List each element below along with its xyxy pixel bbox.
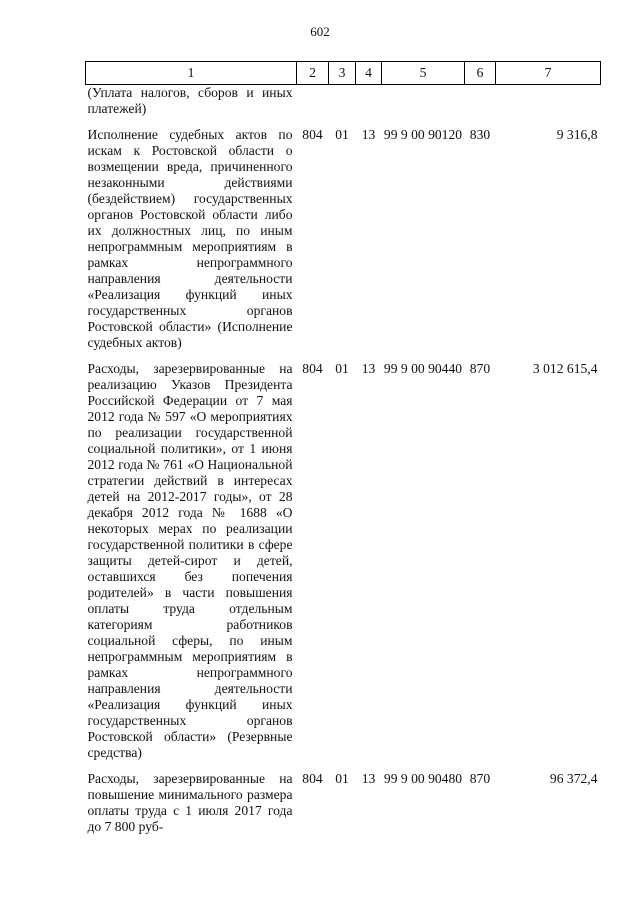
row-ved-code: 804 (302, 127, 323, 142)
column-header-3: 3 (329, 62, 356, 85)
row-expense-type-code: 870 (469, 771, 491, 786)
row-section-code: 01 (335, 771, 349, 786)
table-row (86, 117, 601, 351)
column-header-5: 5 (382, 62, 465, 85)
row-section-code: 01 (335, 361, 349, 376)
row-amount: 96 372,4 (549, 771, 598, 786)
row-expense-type-code (465, 85, 496, 118)
row-description: Расходы, зарезервированные на повышение минимального размера оплаты труда с 1 июля 2017 года до 7 800 руб- (87, 771, 293, 834)
row-amount: 3 012 615,4 (532, 361, 598, 376)
row-description: (Уплата налогов, сборов и иных платежей) (87, 85, 293, 116)
row-subsection-code (356, 85, 382, 118)
column-header-6: 6 (465, 62, 496, 85)
row-description: Исполнение судебных актов по искам к Ростовской области о возмещении вреда, причиненного незаконными действиями (бездействием) государственных органов Ростовской области либо их должностных лиц, по иным непрограммным мероприятиям в рамках непрограммного направления деятельности «Реализация функций иных государственных органов Ростовской области» (Исполнение судебных актов) (87, 127, 293, 350)
table-row (86, 85, 601, 118)
column-header-2: 2 (297, 62, 329, 85)
table-row (86, 761, 601, 835)
row-ved-code: 804 (302, 771, 323, 786)
row-ved-code (297, 85, 329, 118)
column-header-7: 7 (496, 62, 601, 85)
row-target-code (382, 85, 465, 118)
row-section-code (329, 85, 356, 118)
row-expense-type-code: 870 (469, 361, 491, 376)
column-header-4: 4 (356, 62, 382, 85)
row-amount: 9 316,8 (556, 127, 598, 142)
table-row (86, 351, 601, 761)
row-amount (496, 85, 601, 118)
header-row (86, 62, 601, 85)
row-target-code: 99 9 00 90440 (383, 361, 463, 376)
row-ved-code: 804 (302, 361, 323, 376)
row-target-code: 99 9 00 90120 (383, 127, 463, 142)
column-header-1: 1 (86, 62, 297, 85)
budget-table (85, 61, 601, 835)
row-subsection-code: 13 (361, 361, 376, 376)
row-target-code: 99 9 00 90480 (383, 771, 463, 786)
row-subsection-code: 13 (361, 771, 376, 786)
page-number: 602 (310, 24, 330, 39)
row-description: Расходы, зарезервированные на реализацию Указов Президента Российской Федерации от 7 мая 2012 года № 597 «О мероприятиях по реализации государственной социальной политики», от 1 июня 2012 года № 761 «О Национальной стратегии действий в интересах детей на 2012-2017 годы», от 28 декабря 2012 года № 1688 «О некоторых мерах по реализации государственной политики в сфере защиты детей-сирот и детей, оставшихся без попечения родителей» в части повышения оплаты труда отдельным категориям работников социальной сферы, по иным непрограммным мероприятиям в рамках непрограммного направления деятельности «Реализация функций иных государственных органов Ростовской области» (Резервные средства) (87, 361, 293, 760)
row-section-code: 01 (335, 127, 349, 142)
row-expense-type-code: 830 (469, 127, 491, 142)
row-subsection-code: 13 (361, 127, 376, 142)
